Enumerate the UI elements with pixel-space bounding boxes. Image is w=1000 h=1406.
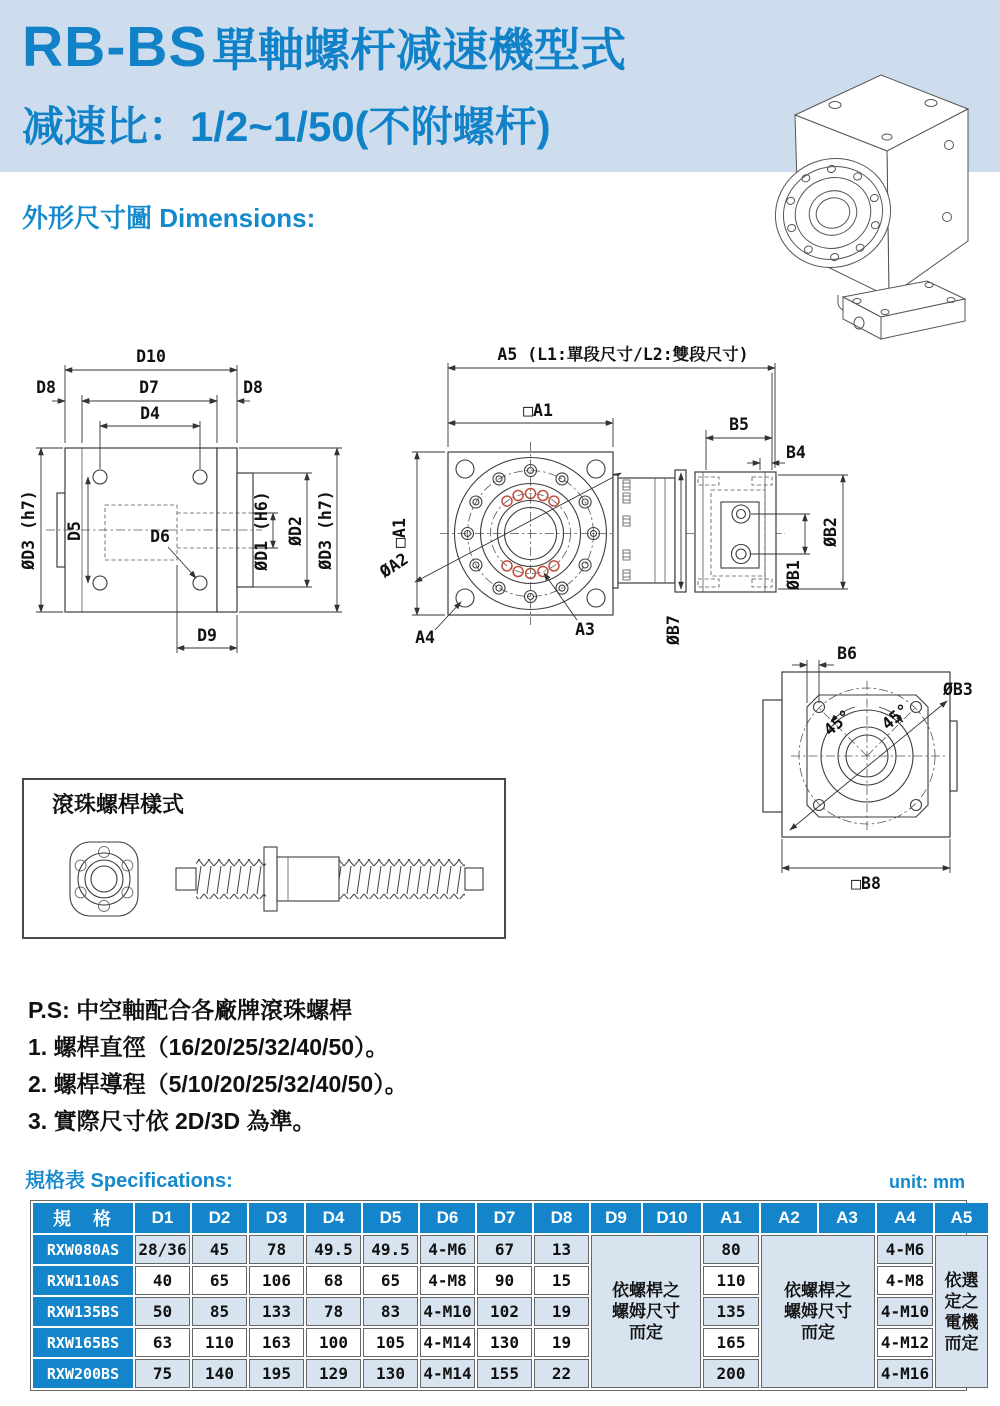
cell: 4-M8	[420, 1266, 475, 1295]
col-header: D10	[643, 1203, 701, 1233]
col-header: D3	[249, 1203, 304, 1233]
cell: 135	[703, 1297, 759, 1326]
cell: 4-M8	[877, 1266, 933, 1295]
col-header: D2	[192, 1203, 247, 1233]
cell: 140	[192, 1359, 247, 1388]
cell: 130	[363, 1359, 418, 1388]
cell: 110	[192, 1328, 247, 1357]
front-view-drawing	[355, 330, 1000, 660]
unit-label: unit: mm	[889, 1172, 965, 1192]
col-header: A1	[703, 1203, 759, 1233]
note-3: 3. 實際尺寸依 2D/3D 為準。	[28, 1108, 316, 1134]
dim-d3-right: ØD3 (h7)	[316, 490, 335, 570]
dim-a4: A4	[415, 628, 435, 647]
model-name: RB-BS	[22, 15, 208, 79]
dim-b7: ØB7	[664, 615, 683, 645]
dim-d9: D9	[197, 626, 217, 645]
col-header: D4	[306, 1203, 361, 1233]
col-header: D5	[363, 1203, 418, 1233]
title-text: 單軸螺杆减速機型式	[211, 24, 626, 76]
dim-b1: ØB1	[784, 560, 803, 590]
cell: 63	[135, 1328, 190, 1357]
cell: 133	[249, 1297, 304, 1326]
cell: 50	[135, 1297, 190, 1326]
cell: 110	[703, 1266, 759, 1295]
bottom-view-drawing	[695, 615, 995, 900]
cell: 4-M6	[420, 1235, 475, 1264]
col-header: A5	[935, 1203, 988, 1233]
cell: 22	[534, 1359, 589, 1388]
dim-d4: D4	[140, 404, 160, 423]
dim-a5: A5 (L1:單段尺寸/L2:雙段尺寸)	[497, 345, 749, 364]
cell: 4-M16	[877, 1359, 933, 1388]
note-1: 1. 螺桿直徑（16/20/25/32/40/50）。	[28, 1034, 389, 1060]
cell: 15	[534, 1266, 589, 1295]
dim-angle-left: 45°	[819, 705, 855, 740]
dim-d5: D5	[65, 521, 84, 541]
spec-section-label: 規格表 Specifications:	[25, 1170, 233, 1192]
dim-b6: B6	[837, 644, 857, 663]
ballscrew-box	[22, 778, 506, 939]
cell: 85	[192, 1297, 247, 1326]
cell: 105	[363, 1328, 418, 1357]
cell: 4-M6	[877, 1235, 933, 1264]
col-header: D8	[534, 1203, 589, 1233]
left-view-drawing	[10, 335, 355, 665]
dim-b4: B4	[786, 443, 806, 462]
col-header: 規 格	[33, 1203, 133, 1233]
cell: 4-M14	[420, 1359, 475, 1388]
cell: 195	[249, 1359, 304, 1388]
table-header-row	[33, 1203, 988, 1233]
cell: 65	[192, 1266, 247, 1295]
model-cell: RXW200BS	[33, 1359, 133, 1388]
cell: 78	[249, 1235, 304, 1264]
col-header: D9	[591, 1203, 641, 1233]
cell: 4-M14	[420, 1328, 475, 1357]
dim-d8-left: D8	[36, 378, 56, 397]
dim-d1: ØD1 (H6)	[252, 491, 271, 571]
cell: 80	[703, 1235, 759, 1264]
cell: 75	[135, 1359, 190, 1388]
cell: 28/36	[135, 1235, 190, 1264]
cell: 68	[306, 1266, 361, 1295]
cell: 90	[477, 1266, 532, 1295]
col-header: A4	[877, 1203, 933, 1233]
model-cell: RXW135BS	[33, 1297, 133, 1326]
col-header: D6	[420, 1203, 475, 1233]
spec-table	[30, 1200, 979, 1391]
dim-d6: D6	[150, 527, 170, 546]
product-3d-drawing	[735, 45, 990, 340]
dim-d7: D7	[139, 378, 159, 397]
notes	[28, 992, 408, 1140]
dim-d10: D10	[136, 347, 166, 366]
merged-cell-d9-d10: 依螺桿之 螺姆尺寸 而定	[591, 1235, 701, 1388]
dim-d3-left: ØD3 (h7)	[19, 490, 38, 570]
dim-b5: B5	[729, 415, 749, 434]
merged-cell-a2-a3: 依螺桿之 螺姆尺寸 而定	[761, 1235, 875, 1388]
cell: 163	[249, 1328, 304, 1357]
cell: 83	[363, 1297, 418, 1326]
col-header: D7	[477, 1203, 532, 1233]
cell: 100	[306, 1328, 361, 1357]
table-row	[33, 1235, 988, 1264]
cell: 165	[703, 1328, 759, 1357]
page-title	[22, 14, 626, 80]
cell: 200	[703, 1359, 759, 1388]
model-cell: RXW110AS	[33, 1266, 133, 1295]
col-header: A2	[761, 1203, 817, 1233]
cell: 130	[477, 1328, 532, 1357]
dim-d2: ØD2	[286, 516, 305, 546]
dim-a1-left: □A1	[390, 518, 409, 548]
dim-angle-right: 45°	[877, 699, 913, 734]
dim-b8: □B8	[851, 874, 881, 893]
dim-d8-right: D8	[243, 378, 263, 397]
note-ps: P.S: 中空軸配合各廠牌滾珠螺桿	[28, 997, 353, 1023]
cell: 4-M12	[877, 1328, 933, 1357]
ballscrew-title: 滾珠螺桿樣式	[52, 792, 185, 817]
cell: 19	[534, 1297, 589, 1326]
cell: 129	[306, 1359, 361, 1388]
cell: 13	[534, 1235, 589, 1264]
model-cell: RXW080AS	[33, 1235, 133, 1264]
dim-a1-top: □A1	[523, 401, 553, 420]
cell: 49.5	[306, 1235, 361, 1264]
page-subtitle: 减速比：1/2~1/50(不附螺杆)	[22, 103, 551, 150]
cell: 67	[477, 1235, 532, 1264]
cell: 40	[135, 1266, 190, 1295]
merged-cell-a5: 依選 定之 電機 而定	[935, 1235, 988, 1388]
cell: 49.5	[363, 1235, 418, 1264]
cell: 78	[306, 1297, 361, 1326]
cell: 102	[477, 1297, 532, 1326]
dim-b2: ØB2	[821, 517, 840, 547]
dim-a3: A3	[575, 620, 595, 639]
col-header: D1	[135, 1203, 190, 1233]
cell: 155	[477, 1359, 532, 1388]
cell: 106	[249, 1266, 304, 1295]
cell: 65	[363, 1266, 418, 1295]
model-cell: RXW165BS	[33, 1328, 133, 1357]
dim-a2: ØA2	[376, 549, 412, 582]
cell: 19	[534, 1328, 589, 1357]
col-header: A3	[819, 1203, 875, 1233]
dimensions-section-label: 外形尺寸圖 Dimensions:	[22, 203, 316, 233]
note-2: 2. 螺桿導程（5/10/20/25/32/40/50）。	[28, 1071, 408, 1097]
cell: 4-M10	[877, 1297, 933, 1326]
cell: 45	[192, 1235, 247, 1264]
cell: 4-M10	[420, 1297, 475, 1326]
dim-b3: ØB3	[943, 680, 973, 699]
